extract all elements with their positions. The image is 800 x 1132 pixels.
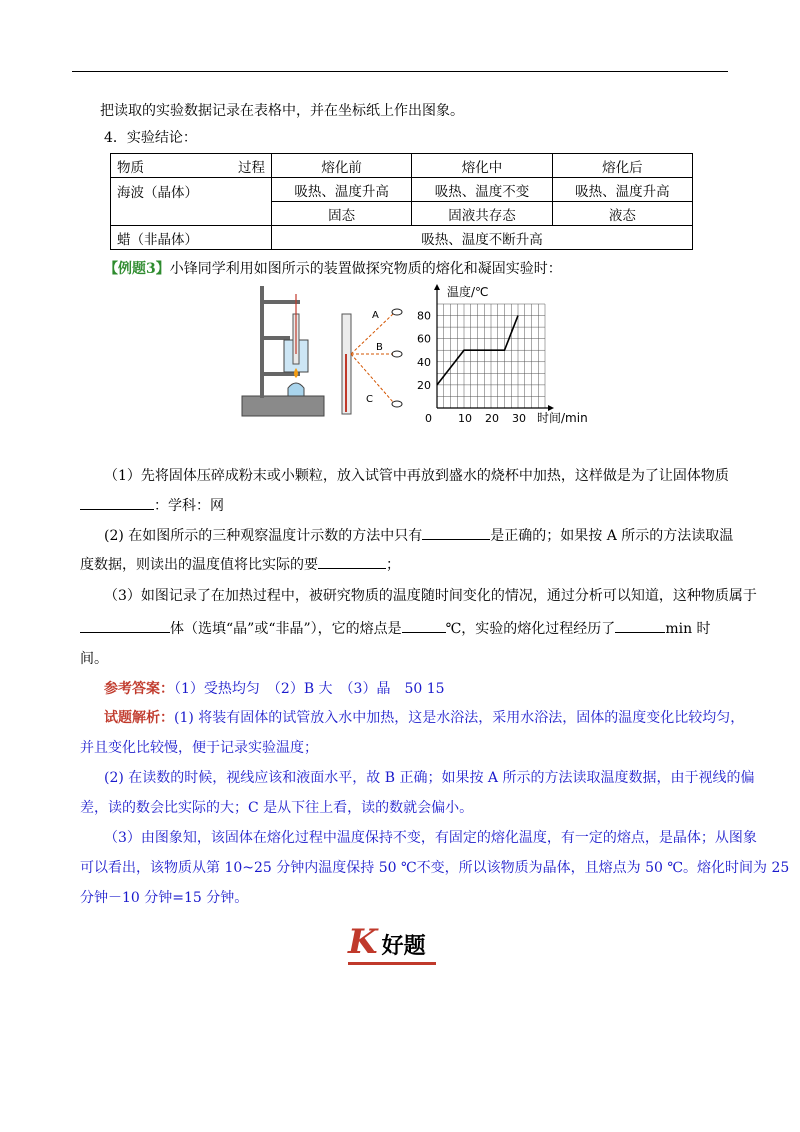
row-label-wax: 蜡（非晶体） xyxy=(111,226,272,250)
analysis-line1 xyxy=(104,707,744,727)
analysis-label: 试题解析： xyxy=(104,710,174,726)
y-tick-label: 40 xyxy=(417,355,431,369)
conclusion-table xyxy=(110,153,693,250)
x-tick-label: 0 xyxy=(425,412,432,425)
q3-text-a: 体（选填“晶”或“非晶”），它的熔点是 xyxy=(170,621,402,637)
table-row xyxy=(111,226,693,250)
q3-line2 xyxy=(80,618,711,638)
q2-line2 xyxy=(80,554,400,574)
header-rule xyxy=(72,71,728,72)
x-tick-label: 20 xyxy=(485,412,499,425)
x-tick-label: 30 xyxy=(512,412,526,425)
q2-text-c: 度数据，则读出的温度值将比实际的要 xyxy=(80,557,318,573)
row-label-crystal: 海波（晶体） xyxy=(111,178,272,226)
analysis-line2: 并且变化比较慢，便于记录实验温度； xyxy=(80,740,318,756)
q3-text-b: ℃，实验的熔化过程经历了 xyxy=(445,621,616,637)
logo-k: K xyxy=(348,922,378,962)
q2-text-a: (2) 在如图所示的三种观察温度计示数的方法中只有 xyxy=(104,528,423,544)
clamp-top xyxy=(260,300,300,304)
example-text: 小锋同学利用如图所示的装置做探究物质的熔化和凝固实验时： xyxy=(169,261,562,277)
table-cell-merged: 吸热、温度不断升高 xyxy=(272,226,693,250)
answer-line xyxy=(104,678,445,698)
table-header-cell: 熔化后 xyxy=(552,154,692,178)
table-row xyxy=(111,178,693,202)
q2-text-d: ； xyxy=(386,557,400,573)
q1-line1: （1）先将固体压碎成粉末或小颗粒，放入试管中再放到盛水的烧杯中加热，这样做是为了让固体物质 xyxy=(104,468,729,484)
corner-label-process: 过程 xyxy=(238,159,265,176)
table-cell: 固液共存态 xyxy=(412,202,552,226)
table-header-cell: 熔化前 xyxy=(272,154,412,178)
label-c: C xyxy=(366,394,373,405)
clamp-middle xyxy=(260,336,290,340)
q3-line3: 间。 xyxy=(80,651,108,667)
analysis-line6: 可以看出，该物质从第 10~25 分钟内温度保持 50 ℃不变，所以该物质为晶体，且熔点为 50 ℃。熔化时间为 25 xyxy=(80,860,790,876)
answer-blank[interactable] xyxy=(318,554,386,569)
answer-blank[interactable] xyxy=(80,495,154,510)
y-tick-label: 20 xyxy=(417,378,431,392)
example-heading xyxy=(104,258,562,278)
y-tick-label: 80 xyxy=(417,309,431,323)
y-axis-label: 温度/℃ xyxy=(447,285,489,299)
table-cell: 液态 xyxy=(552,202,692,226)
corner-label-substance: 物质 xyxy=(117,159,144,176)
chart-grid xyxy=(437,304,545,408)
table-cell: 吸热、温度升高 xyxy=(272,178,412,202)
label-a: A xyxy=(372,310,379,321)
alcohol-lamp xyxy=(288,383,304,396)
table-cell: 吸热、温度不变 xyxy=(412,178,552,202)
ring-support xyxy=(260,372,300,376)
table-header-cell: 熔化中 xyxy=(412,154,552,178)
q2-text-b: 是正确的；如果按 A 所示的方法读取温 xyxy=(490,528,734,544)
analysis-text: (1) 将装有固体的试管放入水中加热，这是水浴法，采用水浴法，固体的温度变化比较均匀， xyxy=(174,710,745,726)
label-b: B xyxy=(376,342,383,353)
answer-blank[interactable] xyxy=(615,618,665,633)
intro-text: 把读取的实验数据记录在表格中，并在坐标纸上作出图象。 xyxy=(100,103,464,119)
eye-a-icon xyxy=(392,309,402,315)
analysis-line4: 差，读的数会比实际的大；C 是从下往上看，读的数就会偏小。 xyxy=(80,800,474,816)
q1-line2-text: ：学科：网 xyxy=(154,498,224,514)
x-axis-label: 时间/min xyxy=(537,411,588,425)
logo-underline xyxy=(348,962,436,965)
answer-blank[interactable] xyxy=(80,618,170,633)
stand-base xyxy=(242,396,324,416)
analysis-line5: （3）由图象知，该固体在熔化过程中温度保持不变，有固定的熔化温度，有一定的熔点，是晶体；从图象 xyxy=(104,830,757,846)
answer-blank[interactable] xyxy=(422,525,490,540)
analysis-line7: 分钟－10 分钟=15 分钟。 xyxy=(80,890,249,906)
q2-line1 xyxy=(104,525,733,545)
table-corner-cell xyxy=(111,154,272,178)
eye-c-icon xyxy=(392,401,402,407)
temperature-chart xyxy=(415,280,595,426)
table-row xyxy=(111,154,693,178)
y-axis-arrow-icon xyxy=(434,284,440,290)
x-tick-label: 10 xyxy=(458,412,472,425)
answer-blank[interactable] xyxy=(402,618,446,633)
table-cell: 固态 xyxy=(272,202,412,226)
table-cell: 吸热、温度升高 xyxy=(552,178,692,202)
answer-label: 参考答案： xyxy=(104,681,174,697)
example-tag: 【例题3】 xyxy=(104,261,170,277)
q1-line2 xyxy=(80,495,224,515)
conclusion-title: 4．实验结论： xyxy=(104,130,197,146)
answer-text: （1）受热均匀 （2）B 大 （3）晶 50 15 xyxy=(174,681,445,697)
q3-line1: （3）如图记录了在加热过程中，被研究物质的温度随时间变化的情况，通过分析可以知道，这种物质属于 xyxy=(104,588,757,604)
section-logo xyxy=(348,922,426,962)
analysis-line3: (2) 在读数的时候，视线应该和液面水平，故 B 正确；如果按 A 所示的方法读取温度数据，由于视线的偏 xyxy=(104,770,755,786)
apparatus-figure xyxy=(238,284,406,424)
eye-b-icon xyxy=(392,351,402,357)
q3-text-c: min 时 xyxy=(665,621,711,637)
y-tick-label: 60 xyxy=(417,332,431,346)
logo-text: 好题 xyxy=(381,934,426,959)
